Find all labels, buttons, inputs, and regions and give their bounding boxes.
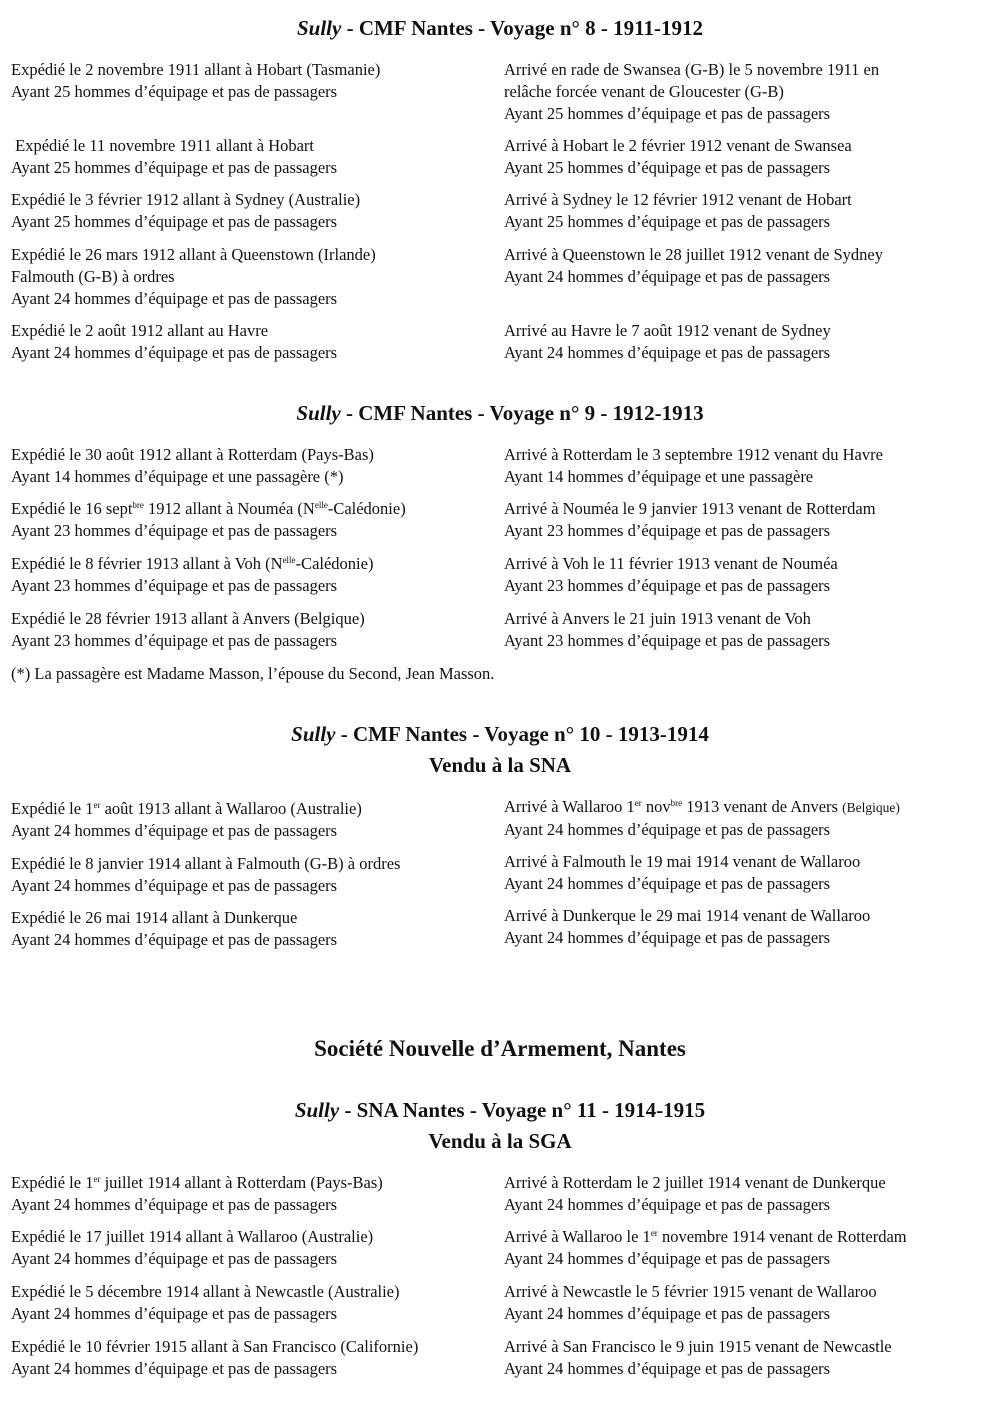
v9-departure-4 [11,608,491,652]
text-part: août 1913 allant à Wallaroo (Australie) [100,799,362,818]
v10-departure-3 [11,907,491,951]
departure-line: Expédié le 10 février 1915 allant à San Francisco (Californie) [11,1337,419,1356]
v9-arrival-1 [504,444,994,488]
arrival-line: Arrivé à Falmouth le 19 mai 1914 venant de Wallaroo [504,852,861,871]
departure-line [11,798,491,820]
crew-line: Ayant 24 hommes d’équipage et pas de passagers [11,343,338,362]
arrival-line: Arrivé à Sydney le 12 février 1912 venant de Hobart [504,190,852,209]
voyage-10-subtitle: Vendu à la SNA [428,753,572,777]
departure-line: Expédié le 28 février 1913 allant à Anvers (Belgique) [11,609,365,628]
crew-line: Ayant 23 hommes d’équipage et pas de passagers [504,631,831,650]
text-part: Expédié le 16 sept [11,499,133,518]
superscript: bre [132,500,144,510]
departure-line: Expédié le 8 janvier 1914 allant à Falmouth (G-B) à ordres [11,854,401,873]
v8-arrival-2 [504,135,994,179]
v9-departure-1 [11,444,491,488]
v11-departure-1 [11,1172,491,1216]
text-part: -Calédonie) [327,499,406,518]
arrival-line-2: relâche forcée venant de Gloucester (G-B) [504,82,784,101]
heading-text: - SNA Nantes - Voyage n° 11 - 1914-1915 [339,1098,706,1122]
departure-line: Expédié le 3 février 1912 allant à Sydney (Australie) [11,190,361,209]
arrival-line: Arrivé à Newcastle le 5 février 1915 venant de Wallaroo [504,1282,877,1301]
text-part: nov [641,797,671,816]
v10-arrival-1 [504,796,994,841]
ship-name: Sully [296,16,342,40]
crew-line: Ayant 14 hommes d’équipage et une passagère (*) [11,467,344,486]
arrival-line: Arrivé à Rotterdam le 2 juillet 1914 venant de Dunkerque [504,1173,886,1192]
crew-line: Ayant 24 hommes d’équipage et pas de passagers [504,267,831,286]
v11-arrival-3 [504,1281,994,1325]
v11-departure-2 [11,1226,491,1270]
ship-name: Sully [294,1098,340,1122]
v9-departure-2 [11,498,491,542]
passenger-footnote: (*) La passagère est Madame Masson, l’épouse du Second, Jean Masson. [11,664,495,683]
ship-name: Sully [296,401,341,425]
arrival-line: Arrivé à San Francisco le 9 juin 1915 venant de Newcastle [504,1337,892,1356]
departure-line [11,1172,491,1194]
crew-line: Ayant 23 hommes d’équipage et pas de passagers [11,521,338,540]
v11-arrival-4 [504,1336,994,1380]
departure-line-2: Falmouth (G-B) à ordres [11,267,175,286]
crew-line: Ayant 25 hommes d’équipage et pas de passagers [504,158,831,177]
departure-line: Expédié le 2 novembre 1911 allant à Hobart (Tasmanie) [11,60,381,79]
departure-line [11,498,491,520]
crew-line: Ayant 24 hommes d’équipage et pas de passagers [11,821,338,840]
crew-line: Ayant 23 hommes d’équipage et pas de passagers [504,521,831,540]
crew-line: Ayant 24 hommes d’équipage et pas de passagers [11,1304,338,1323]
ship-name: Sully [291,722,336,746]
v10-arrival-3 [504,905,994,949]
heading-text: - CMF Nantes - Voyage n° 9 - 1912-1913 [340,401,704,425]
text-part: Arrivé à Wallaroo le 1 [504,1227,651,1246]
superscript: er [93,800,101,810]
text-part: Expédié le 1 [11,799,94,818]
crew-line: Ayant 24 hommes d’équipage et pas de passagers [504,1359,831,1378]
crew-line: Ayant 24 hommes d’équipage et pas de passagers [504,1249,831,1268]
v8-departure-5 [11,320,491,364]
text-part-small: (Belgique) [842,800,900,815]
arrival-line: Arrivé à Anvers le 21 juin 1913 venant de Voh [504,609,811,628]
arrival-line: Arrivé à Nouméa le 9 janvier 1913 venant de Rotterdam [504,499,876,518]
superscript: er [634,798,642,808]
v8-departure-3 [11,189,491,233]
arrival-line: Arrivé à Voh le 11 février 1913 venant de Nouméa [504,554,838,573]
crew-line: Ayant 24 hommes d’équipage et pas de passagers [11,289,338,308]
text-part: 1913 venant de Anvers [682,797,843,816]
departure-line: Expédié le 26 mai 1914 allant à Dunkerque [11,908,298,927]
crew-line: Ayant 24 hommes d’équipage et pas de passagers [504,1304,831,1323]
text-part: 1912 allant à Nouméa (N [143,499,315,518]
v8-arrival-4 [504,244,994,288]
crew-line: Ayant 24 hommes d’équipage et pas de passagers [11,1249,338,1268]
arrival-line [504,796,994,819]
text-part: Arrivé à Wallaroo 1 [504,797,635,816]
text-part: -Calédonie) [295,554,374,573]
crew-line: Ayant 23 hommes d’équipage et pas de passagers [11,576,338,595]
crew-line: Ayant 24 hommes d’équipage et pas de passagers [11,1195,338,1214]
text-part: juillet 1914 allant à Rotterdam (Pays-Bas) [100,1173,383,1192]
text-part: novembre 1914 venant de Rotterdam [657,1227,907,1246]
v8-arrival-5 [504,320,994,364]
v8-departure-4 [11,244,491,310]
voyage-11-heading [0,1097,1000,1123]
departure-line [11,553,491,575]
v8-departure-2 [11,135,491,179]
crew-line: Ayant 14 hommes d’équipage et une passagère [504,467,814,486]
crew-line: Ayant 23 hommes d’équipage et pas de passagers [504,576,831,595]
voyage-11-subtitle: Vendu à la SGA [428,1129,572,1153]
superscript: elle [282,555,296,565]
crew-line: Ayant 25 hommes d’équipage et pas de passagers [11,212,338,231]
v10-arrival-2 [504,851,994,895]
crew-line: Ayant 25 hommes d’équipage et pas de passagers [504,212,831,231]
crew-line: Ayant 24 hommes d’équipage et pas de passagers [11,876,338,895]
crew-line: Ayant 23 hommes d’équipage et pas de passagers [11,631,338,650]
v9-arrival-2 [504,498,994,542]
v8-arrival-1 [504,59,994,125]
superscript: er [650,1228,658,1238]
superscript: elle [314,500,328,510]
crew-line: Ayant 24 hommes d’équipage et pas de passagers [11,930,338,949]
v9-arrival-3 [504,553,994,597]
crew-line: Ayant 24 hommes d’équipage et pas de passagers [11,1359,338,1378]
crew-line: Ayant 24 hommes d’équipage et pas de passagers [504,928,831,947]
v10-departure-1 [11,798,491,842]
v11-arrival-2 [504,1226,994,1270]
departure-line: Expédié le 26 mars 1912 allant à Queenstown (Irlande) [11,245,376,264]
crew-line: Ayant 25 hommes d’équipage et pas de passagers [504,104,831,123]
crew-line: Ayant 24 hommes d’équipage et pas de passagers [504,1195,831,1214]
v9-departure-3 [11,553,491,597]
arrival-line: Arrivé à Dunkerque le 29 mai 1914 venant de Wallaroo [504,906,871,925]
departure-line: Expédié le 5 décembre 1914 allant à Newcastle (Australie) [11,1282,400,1301]
crew-line: Ayant 24 hommes d’équipage et pas de passagers [504,874,831,893]
arrival-line: Arrivé en rade de Swansea (G-B) le 5 novembre 1911 en [504,60,880,79]
v11-departure-4 [11,1336,491,1380]
v11-arrival-1 [504,1172,994,1216]
text-part: Expédié le 8 février 1913 allant à Voh (N [11,554,283,573]
arrival-line [504,1226,994,1248]
superscript: er [93,1174,101,1184]
company-heading: Société Nouvelle d’Armement, Nantes [314,1036,686,1061]
arrival-line: Arrivé au Havre le 7 août 1912 venant de Sydney [504,321,831,340]
departure-line: Expédié le 11 novembre 1911 allant à Hobart [11,136,315,155]
voyage-9-heading [0,400,1000,426]
crew-line: Ayant 24 hommes d’équipage et pas de passagers [504,820,831,839]
arrival-line: Arrivé à Queenstown le 28 juillet 1912 venant de Sydney [504,245,883,264]
voyage-10-heading [0,721,1000,747]
superscript: bre [670,798,683,808]
v8-departure-1 [11,59,491,103]
voyage-8-heading [0,15,1000,41]
departure-line: Expédié le 17 juillet 1914 allant à Wallaroo (Australie) [11,1227,374,1246]
v8-arrival-3 [504,189,994,233]
arrival-line: Arrivé à Rotterdam le 3 septembre 1912 venant du Havre [504,445,883,464]
heading-text: - CMF Nantes - Voyage n° 8 - 1911-1912 [341,16,704,40]
v10-departure-2 [11,853,491,897]
v11-departure-3 [11,1281,491,1325]
v9-arrival-4 [504,608,994,652]
heading-text: - CMF Nantes - Voyage n° 10 - 1913-1914 [335,722,709,746]
crew-line: Ayant 25 hommes d’équipage et pas de passagers [11,82,338,101]
crew-line: Ayant 25 hommes d’équipage et pas de passagers [11,158,338,177]
departure-line: Expédié le 2 août 1912 allant au Havre [11,321,269,340]
departure-line: Expédié le 30 août 1912 allant à Rotterdam (Pays-Bas) [11,445,374,464]
crew-line: Ayant 24 hommes d’équipage et pas de passagers [504,343,831,362]
text-part: Expédié le 1 [11,1173,94,1192]
arrival-line: Arrivé à Hobart le 2 février 1912 venant de Swansea [504,136,852,155]
